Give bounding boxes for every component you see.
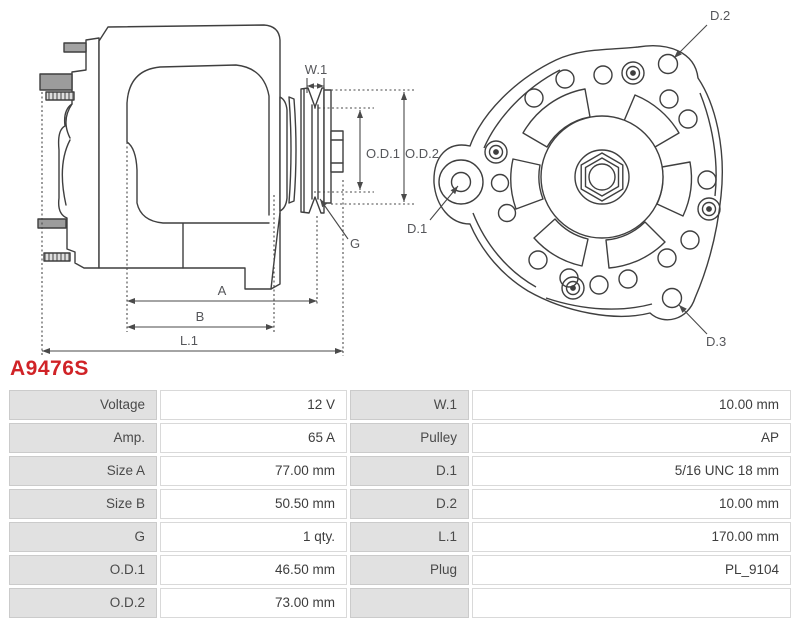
spec-value: 65 A <box>160 423 347 453</box>
spec-label: D.2 <box>350 489 469 519</box>
alternator-body <box>99 25 280 289</box>
spec-value: 5/16 UNC 18 mm <box>472 456 791 486</box>
spec-label: Size A <box>9 456 157 486</box>
spec-label: O.D.2 <box>9 588 157 618</box>
spec-value: 73.00 mm <box>160 588 347 618</box>
left-lug <box>439 160 483 204</box>
spec-value: 10.00 mm <box>472 390 791 420</box>
front-view-drawing <box>430 25 722 334</box>
spec-label <box>350 588 469 618</box>
top-stud <box>64 43 86 52</box>
dim-label-d3: D.3 <box>706 334 727 349</box>
spec-label: G <box>9 522 157 552</box>
spec-label: O.D.1 <box>9 555 157 585</box>
shaft-spacer <box>289 97 296 203</box>
shaft-nut <box>331 131 343 172</box>
dim-label-g: G <box>350 236 361 251</box>
spec-value: AP <box>472 423 791 453</box>
rotor-hub <box>541 116 663 238</box>
spec-value: PL_9104 <box>472 555 791 585</box>
dim-label-od2: O.D.2 <box>405 146 439 161</box>
spec-label: D.1 <box>350 456 469 486</box>
spec-value: 1 qty. <box>160 522 347 552</box>
spec-label: L.1 <box>350 522 469 552</box>
spec-label: Amp. <box>9 423 157 453</box>
dim-label-od1: O.D.1 <box>366 146 400 161</box>
spec-value: 77.00 mm <box>160 456 347 486</box>
spec-value: 10.00 mm <box>472 489 791 519</box>
dim-label-l1: L.1 <box>179 333 199 348</box>
dim-label-d1: D.1 <box>407 221 428 236</box>
side-view-drawing <box>38 25 343 289</box>
d3-hole <box>663 289 682 308</box>
spec-value: 12 V <box>160 390 347 420</box>
spec-label: Size B <box>9 489 157 519</box>
terminal-thread <box>46 92 74 100</box>
dim-label-a: A <box>217 283 227 298</box>
dim-label-b: B <box>195 309 205 324</box>
spec-label: Pulley <box>350 423 469 453</box>
spec-value <box>472 588 791 618</box>
dim-label-d2: D.2 <box>710 8 731 23</box>
dim-label-w1: W.1 <box>304 62 328 77</box>
spec-value: 170.00 mm <box>472 522 791 552</box>
part-number-title: A9476S <box>10 357 89 380</box>
front-boss <box>280 97 287 211</box>
spec-value: 50.50 mm <box>160 489 347 519</box>
spec-table <box>9 390 791 618</box>
terminal-bolt <box>40 74 72 90</box>
spec-label: W.1 <box>350 390 469 420</box>
spec-value: 46.50 mm <box>160 555 347 585</box>
bottom-stud <box>44 253 70 261</box>
spec-label: Voltage <box>9 390 157 420</box>
spec-label: Plug <box>350 555 469 585</box>
pulley-disc <box>324 90 331 203</box>
